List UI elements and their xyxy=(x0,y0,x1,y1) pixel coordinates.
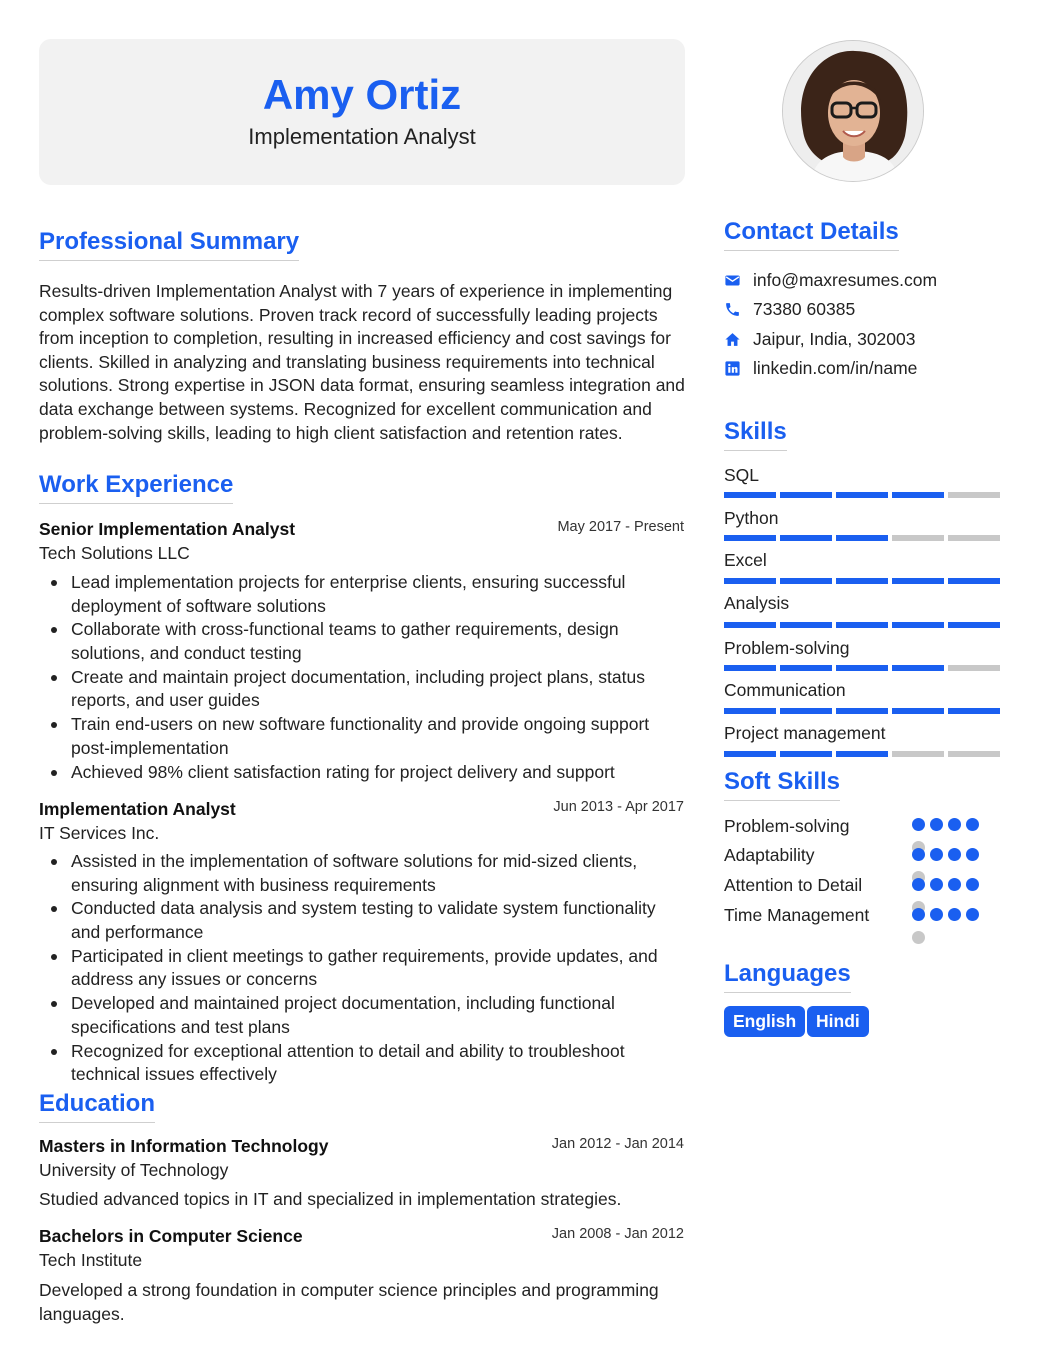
skill-bar-segment xyxy=(948,492,1000,498)
languages-heading: Languages xyxy=(724,959,851,993)
skill-bar-segment xyxy=(836,665,888,671)
skill-level-bar xyxy=(724,622,1000,628)
skill-bar-segment xyxy=(724,708,776,714)
skill-bar-segment xyxy=(836,751,888,757)
skill-bar-segment xyxy=(780,535,832,541)
job-company: Tech Solutions LLC xyxy=(39,543,190,563)
skill-name: Analysis xyxy=(724,593,790,613)
rating-dot xyxy=(930,908,943,921)
skill-bar-segment xyxy=(724,751,776,757)
avatar-illustration xyxy=(783,41,924,182)
job-header xyxy=(39,797,684,845)
list-item: Create and maintain project documentation, including project plans, status reports, and user guides xyxy=(71,666,686,713)
education-degree: Masters in Information Technology xyxy=(39,1136,329,1156)
job-bullets xyxy=(71,571,686,784)
skill-bar-segment xyxy=(780,492,832,498)
profile-photo xyxy=(782,40,924,182)
soft-skill-rating xyxy=(912,908,992,948)
job-role: Senior Implementation Analyst xyxy=(39,519,296,539)
candidate-name: Amy Ortiz xyxy=(262,71,462,118)
list-item: Developed and maintained project documentation, including functional specifications and test plans xyxy=(71,992,686,1039)
skill-bar-segment xyxy=(892,665,944,671)
skill-bar-segment xyxy=(948,578,1000,584)
education-degree: Bachelors in Computer Science xyxy=(39,1226,303,1246)
skill-bar-segment xyxy=(892,535,944,541)
skill-bar-segment xyxy=(780,751,832,757)
contact-email[interactable]: info@maxresumes.com xyxy=(753,269,938,290)
skill-bar-segment xyxy=(892,708,944,714)
job-bullets xyxy=(71,850,686,1087)
skill-bar-segment xyxy=(724,578,776,584)
rating-dot xyxy=(930,878,943,891)
list-item: Achieved 98% client satisfaction rating for project delivery and support xyxy=(71,761,686,785)
rating-dot xyxy=(912,908,925,921)
skill-name: Problem-solving xyxy=(724,638,850,658)
candidate-title: Implementation Analyst xyxy=(248,124,476,149)
soft-skill-name: Problem-solving xyxy=(724,816,850,836)
skill-bar-segment xyxy=(892,622,944,628)
skill-bar-segment xyxy=(948,665,1000,671)
skill-level-bar xyxy=(724,578,1000,584)
contact-location-row xyxy=(724,327,916,351)
skill-bar-segment xyxy=(892,578,944,584)
rating-dot xyxy=(930,848,943,861)
summary-text: Results-driven Implementation Analyst with 7 years of experience in implementing complex software solutions. Proven track record of successfully leading projects from inception to completion, resulting in increased efficiency and cost savings for clients. Skilled in analyzing and translating business requirements into technical solutions. Strong expertise in JSON data format, ensuring seamless integration and data exchange between systems. Recognized for excellent communication and problem-solving skills, leading to high client satisfaction and retention rates. xyxy=(39,281,685,443)
rating-dot xyxy=(912,878,925,891)
rating-dot xyxy=(966,878,979,891)
contact-linkedin[interactable]: linkedin.com/in/name xyxy=(753,357,918,378)
rating-dot xyxy=(912,818,925,831)
skill-bar-segment xyxy=(780,665,832,671)
soft-skill-name: Time Management xyxy=(724,905,870,925)
soft-skill-name: Attention to Detail xyxy=(724,875,863,895)
education-school: Tech Institute xyxy=(39,1250,143,1270)
skill-name: Project management xyxy=(724,723,886,743)
skill-bar-segment xyxy=(780,578,832,584)
education-description: Studied advanced topics in IT and specialized in implementation strategies. xyxy=(39,1189,622,1209)
rating-dot xyxy=(966,908,979,921)
rating-dot xyxy=(966,818,979,831)
rating-dot xyxy=(912,931,925,944)
rating-dot xyxy=(948,878,961,891)
soft-skills-heading: Soft Skills xyxy=(724,767,840,801)
list-item: Collaborate with cross-functional teams to gather requirements, design solutions, and conduct testing xyxy=(71,618,686,665)
education-date: Jan 2008 - Jan 2012 xyxy=(551,1226,684,1242)
skill-bar-segment xyxy=(948,708,1000,714)
skill-bar-segment xyxy=(836,535,888,541)
skill-level-bar xyxy=(724,751,1000,757)
skill-bar-segment xyxy=(724,492,776,498)
skill-name: Communication xyxy=(724,680,846,700)
skills-heading: Skills xyxy=(724,417,787,451)
phone-icon xyxy=(724,301,741,318)
contact-phone[interactable]: 73380 60385 xyxy=(753,298,856,319)
skill-level-bar xyxy=(724,492,1000,498)
skill-level-bar xyxy=(724,708,1000,714)
contact-linkedin-row[interactable] xyxy=(724,356,917,380)
skill-bar-segment xyxy=(948,751,1000,757)
education-header xyxy=(39,1134,684,1182)
education-description: Developed a strong foundation in computer science principles and programming languages. xyxy=(39,1280,659,1324)
list-item: Train end-users on new software functionality and provide ongoing support post-implementation xyxy=(71,713,686,760)
rating-dot xyxy=(948,818,961,831)
contact-location: Jaipur, India, 302003 xyxy=(753,328,916,349)
skill-bar-segment xyxy=(948,535,1000,541)
experience-heading: Work Experience xyxy=(39,470,233,504)
job-company: IT Services Inc. xyxy=(39,823,160,843)
rating-dot xyxy=(912,848,925,861)
skill-level-bar xyxy=(724,665,1000,671)
list-item: Participated in client meetings to gather requirements, provide updates, and address any issues or concerns xyxy=(71,945,686,992)
skill-bar-segment xyxy=(948,622,1000,628)
skill-bar-segment xyxy=(780,622,832,628)
job-header xyxy=(39,517,684,565)
skill-name: SQL xyxy=(724,465,760,485)
education-header xyxy=(39,1224,684,1272)
job-date: May 2017 - Present xyxy=(557,519,684,535)
skill-bar-segment xyxy=(892,492,944,498)
envelope-icon xyxy=(724,272,741,289)
summary-heading: Professional Summary xyxy=(39,227,299,261)
rating-dot xyxy=(948,908,961,921)
linkedin-icon xyxy=(724,360,741,377)
list-item: Recognized for exceptional attention to detail and ability to troubleshoot technical issues effectively xyxy=(71,1040,686,1087)
skill-bar-segment xyxy=(724,535,776,541)
skill-name: Excel xyxy=(724,550,767,570)
rating-dot xyxy=(948,848,961,861)
list-item: Assisted in the implementation of software solutions for mid-sized clients, ensuring alignment with business requirements xyxy=(71,850,686,897)
education-heading: Education xyxy=(39,1089,155,1123)
skill-bar-segment xyxy=(836,708,888,714)
skill-bar-segment xyxy=(892,751,944,757)
list-item: Conducted data analysis and system testing to validate system functionality and performance xyxy=(71,897,686,944)
skill-bar-segment xyxy=(724,622,776,628)
contact-email-row[interactable] xyxy=(724,268,937,292)
list-item: Lead implementation projects for enterprise clients, ensuring successful deployment of software solutions xyxy=(71,571,686,618)
skill-bar-segment xyxy=(836,578,888,584)
contact-heading: Contact Details xyxy=(724,217,899,251)
language-pill-english: English xyxy=(724,1006,805,1037)
skill-bar-segment xyxy=(836,622,888,628)
soft-skill-name: Adaptability xyxy=(724,845,815,865)
education-date: Jan 2012 - Jan 2014 xyxy=(551,1136,684,1152)
job-role: Implementation Analyst xyxy=(39,799,236,819)
home-icon xyxy=(724,331,741,348)
job-date: Jun 2013 - Apr 2017 xyxy=(553,799,684,815)
rating-dot xyxy=(930,818,943,831)
skill-name: Python xyxy=(724,508,779,528)
skill-bar-segment xyxy=(780,708,832,714)
skill-bar-segment xyxy=(836,492,888,498)
language-pill-hindi: Hindi xyxy=(807,1006,869,1037)
skill-bar-segment xyxy=(724,665,776,671)
rating-dot xyxy=(966,848,979,861)
education-school: University of Technology xyxy=(39,1160,229,1180)
header-card xyxy=(39,39,685,185)
skill-level-bar xyxy=(724,535,1000,541)
contact-phone-row[interactable] xyxy=(724,297,855,321)
